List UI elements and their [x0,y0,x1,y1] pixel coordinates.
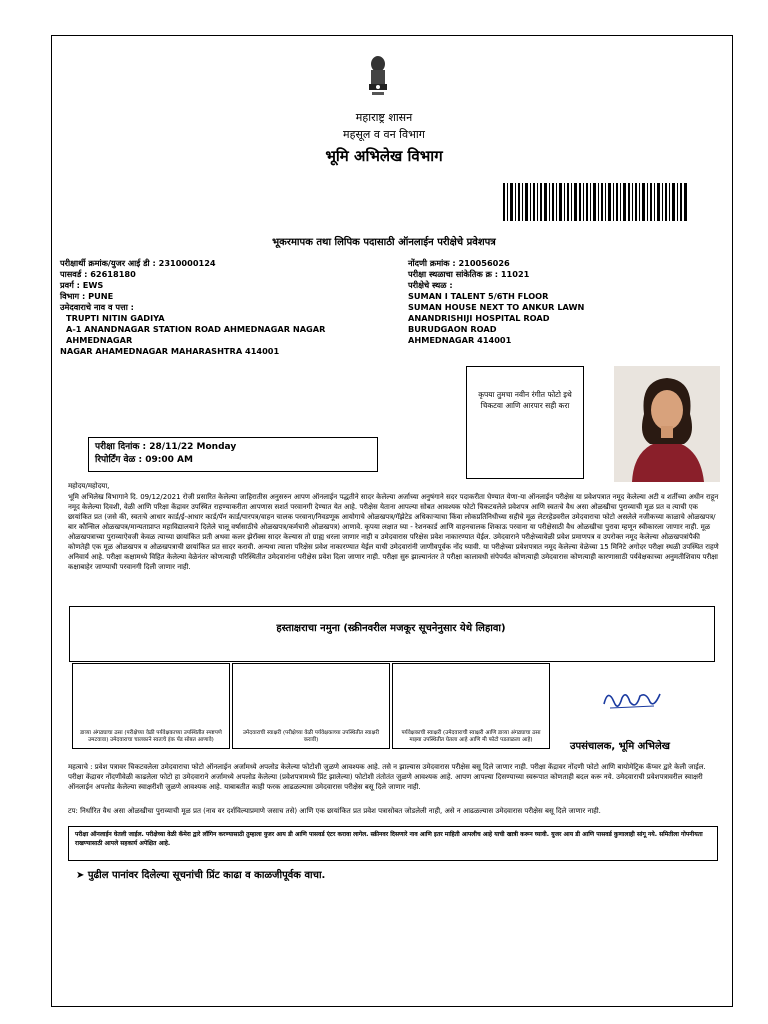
state-title: महाराष्ट्र शासन [355,111,413,124]
online-exam-note: परीक्षा ऑनलाईन घेतली जाईल. परीक्षेच्या वेळी कॅमेरा द्वारे लॉगिन करण्यासाठी तुम्हाला युजर आय डी आणि पासवर्ड एंटर करावा लागेल. स्क्रीनवर दिसणारे नाव आणि इतर माहिती आपलीच आहे याची खात्री करून घ्यावी. युजर आय डी आणि पासवर्ड कुणालाही सांगू नये. समितीला गोपनीयता राखण्यासाठी आपले सहकार्य अपेक्षित आहे. [75,831,703,847]
state-emblem-icon [362,54,394,104]
final-instruction [76,867,325,881]
centre-line-2: SUMAN HOUSE NEXT TO ANKUR LAWN [408,302,585,312]
reporting-time: रिपोर्टिंग वेळ : 09:00 AM [95,455,193,465]
password: पासवर्ड : 62618180 [60,269,136,279]
instruction-paragraph: भूमि अभिलेख विभागाने दि. 09/12/2021 रोजी प्रसारित केलेल्या जाहिरातीस अनुसरुन आपण ऑनलाईन पद्धतीने सादर केलेल्या अर्जाच्या अनुषंगाने सदर पदाकरीता घेण्यात येणा-या ऑनलाईन परीक्षेस या प्रवेशपत्रात नमूद केलेल्या अटी व शर्तीच्या अधीन राहून नमूद केलेल्या दिवशी, वेळी आणि परिक्षा केंद्रावर उपस्थित राहण्याकरीता आपणास सशर्त परवानगी देण्यात येत आहे. परीक्षेस येताना आपल्या सोबत आवश्यक फोटो चिकटवलेले प्रवेशपत्र आणि स्वतःचे वैध असा ओळखीचा पुराव्याची मूळ प्रत व त्याची एक छायांकित प्रत (जसे की, स्वतःचे आधार कार्ड/ई-आधार कार्ड/पॅन कार्ड/पारपत्र/वाहन चालक परवाना/निवडणूक आयोगाचे ओळखपत्र/गॅझेटेड अधिकाऱ्याचा किंवा लोकप्रतिनिधीच्या सहीचे मूळ लेटरहेडवरील उमेदवाराचा फोटो असलेले नजीकच्या काळाचे ओळखपत्र/बार कौन्सिल ओळखपत्र/मान्यताप्राप्त महाविद्यालयाने दिलेले चालू वर्षासाठीचे ओळखपत्र/कर्मचारी ओळखपत्र) आणावे. कृपया लक्षात घ्या - रेशनकार्ड आणि वाहनचालक शिकाऊ परवाना या परीक्षेसाठी वैध ओळखीचा पुरावा म्हणून स्वीकारला जाणार नाही. मूळ ओळखपत्राच्या पुराव्याऐवजी केवळ त्याच्या छायांकित प्रती अथवा कलर झेरॉक्स सादर केल्यास तो ग्राह्य धरला जाणार नाही व उमेदवारास परिक्षेस प्रवेश नाकारण्यात येईल. उमेदवाराने परीक्षेच्यावेळी प्रवेश प्रमाणपत्र व उपरोक्त नमूद केलेल्या ओळखपत्रांपैकी कोणतेही एक मूळ ओळखपत्र व ओळखपत्राची छायांकित प्रत सादर करावी. अन्यथा त्याला परिक्षेस प्रवेश नाकारण्यात येईल याची उमेदवारांनी जाणीवपूर्वक नोंद घ्यावी. या परीक्षेच्या प्रवेशपत्रात नमूद केलेल्या वेळेच्या 15 मिनिटे अगोदर परीक्षा स्थळी उपस्थित राहणे अनिवार्य आहे. परीक्षा कक्षामध्ये विहित केलेल्या वेळेनंतर कोणत्याही परिस्थितीत उमेदवारांना परीक्षेस प्रवेश दिला जाणार नाही. परीक्षा सुरु झाल्यानंतर ते परीक्षा कालावधी संपेपर्यंत कोणत्याही उमेदवारास कोणत्याही कारणासाठी पर्यवेक्षकाच्या अनुमतीशिवाय परीक्षा कक्षाबाहेर जाण्याची परवानगी दिली जाणार नाही. [68,493,719,571]
authority-signature [600,684,664,716]
salutation: महोदय/महोदया, [68,482,110,490]
centre-line-5: AHMEDNAGAR 414001 [408,335,512,345]
candidate-details [60,258,390,357]
signature-sample-title: हस्ताक्षराचा नमुना (स्क्रीनवरील मजकूर सूचनेनुसार येथे लिहावा) [276,623,506,634]
candidate-signature-box [232,663,390,749]
id-proof-note: टप: निर्धारित वैध असा ओळखीचा पुराव्याची मूळ प्रत (नाव वर दर्शविल्याप्रमाणे जसाच तसे) आणि एक छायांकित प्रत प्रवेश पत्रासोबत जोडलेली नाही, असे न आढळल्यास उमेदवारास परीक्षेस बसू दिले जाणार नाही. [68,807,601,815]
centre-label: परीक्षेचे स्थळ : [408,280,453,290]
important-notes: महत्वाचे : प्रवेश पत्रावर चिकटवलेला उमेदवाराचा फोटो ऑनलाईन अर्जामध्ये अपलोड केलेल्या फोटोशी जुळणे आवश्यक आहे. तसे न झाल्यास उमेदवारास परीक्षेस बसू दिले जाणार नाही. परीक्षा केंद्रावर नोंदणी फोटो आणि बायोमेट्रिक कॅप्चर द्वारे केली जाईल. परीक्षा केंद्रावर नोंदणीवेळी काढलेला फोटो हा उमेदवाराने अर्जामध्ये अपलोड केलेल्या (प्रवेशपत्रामध्ये प्रिंट झालेल्या) फोटोशी तंतोतंत जुळणे आवश्यक आहे. आपण आपल्या दिसण्याच्या स्वरूपात कोणताही बदल करू नये. उमेदवाराची प्रवेशपत्रावरील स्वाक्षरी ऑनलाईन अपलोड केलेल्या स्वाक्षरीशी जुळणे आवश्यक आहे. याबाबतीत काही फरक आढळल्यास उमेदवारास परीक्षेस बसू दिले जाणार नाही. [68,763,706,791]
barcode [503,183,687,221]
authority-title: उपसंचालक, भूमि अभिलेख [570,741,670,752]
thumb-impression-caption: डाव्या अंगठ्याचा ठसा (परीक्षेच्या वेळी पर्यवेक्षकाच्या उपस्थितीत स्पष्टपणे उमटवावा) उमेदवाराचा चालकाने स्वतःचे इंक पॅड सोबत आणावे) [80,730,222,743]
exam-centre-details [408,258,708,346]
department-title: महसूल व वन विभाग [343,128,425,141]
final-instruction-text: पुढील पानांवर दिलेल्या सूचनांची प्रिंट काढा व काळजीपूर्वक वाचा. [87,870,326,881]
centre-line-1: SUMAN I TALENT 5/6TH FLOOR [408,291,549,301]
arrow-icon: ➤ [76,870,88,881]
admit-card-title: भूकरमापक तथा लिपिक पदासाठी ऑनलाईन परीक्षेचे प्रवेशपत्र [272,237,496,248]
centre-code: परीक्षा स्थळाचा सांकेतिक क्र : 11021 [408,269,530,279]
supervisor-signature-box [392,663,550,749]
user-id: परीक्षार्थी क्रमांक/युजर आई डी : 2310000124 [60,258,216,268]
candidate-name: TRUPTI NITIN GADIYA [66,313,165,323]
centre-line-3: ANANDRISHIJI HOSPITAL ROAD [408,313,550,323]
candidate-signature-caption: उमेदवाराची स्वाक्षरी (परीक्षेच्या वेळी पर्यवेक्षकाच्या उपस्थितीत स्वाक्षरी करावी) [242,730,380,743]
address-line-2: NAGAR AHAMEDNAGAR MAHARASHTRA 414001 [60,346,280,356]
signature-sample-box [69,606,715,662]
exam-schedule-box [88,437,378,472]
photo-paste-box [466,366,584,479]
candidate-photo [614,366,720,482]
exam-date: परीक्षा दिनांक : 28/11/22 Monday [95,442,237,452]
name-address-label: उमेदवाराचे नाव व पत्ता : [60,302,134,312]
division: विभाग : PUNE [60,291,114,301]
registration-number: नोंदणी क्रमांक : 210056026 [408,258,510,268]
category: प्रवर्ग : EWS [60,280,104,290]
online-exam-note-box [68,826,718,861]
address-line-1: A-1 ANANDNAGAR STATION ROAD AHMEDNAGAR NAGAR AHMEDNAGAR [66,324,326,345]
thumb-impression-box [72,663,230,749]
office-title: भूमि अभिलेख विभाग [325,147,443,165]
photo-note-text: कृपया तुमचा नवीन रंगीत फोटो इथे चिकटवा आणि आरपार सही करा [478,390,572,410]
centre-line-4: BURUDGAON ROAD [408,324,497,334]
supervisor-signature-caption: पर्यवेक्षकाची स्वाक्षरी (उमेदवाराची स्वाक्षरी आणि डाव्या अंगठ्याचा ठसा माझ्या उपस्थितीत घेतला आहे आणि मी फोटो पडताळला आहे) [401,730,541,743]
